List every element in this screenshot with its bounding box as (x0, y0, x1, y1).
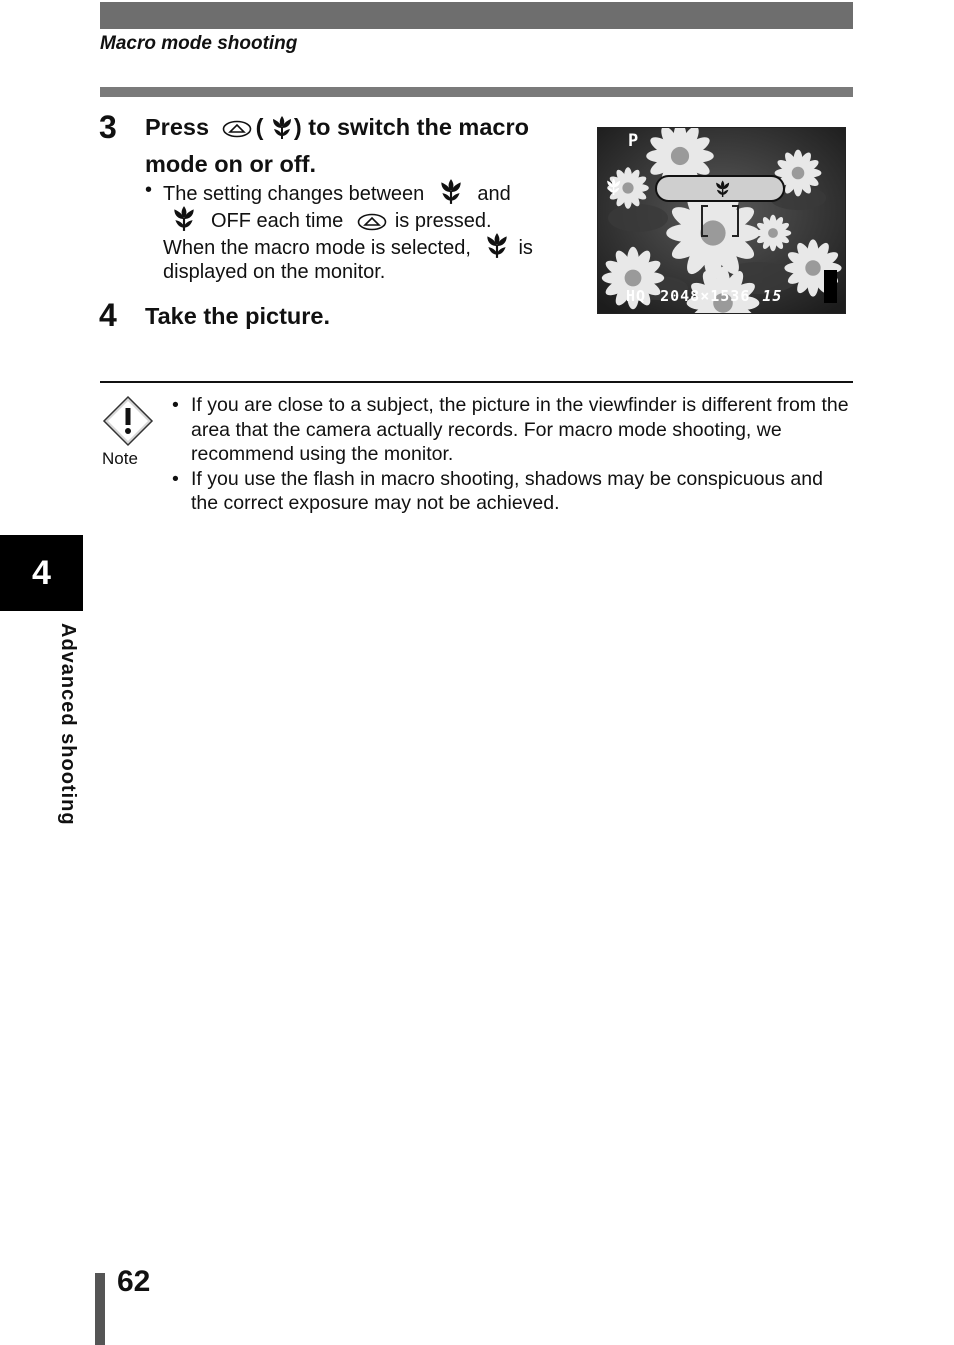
bullet-text-is: is (518, 237, 533, 259)
bullet-text-a: The setting changes between (163, 183, 425, 205)
daisy-photo (598, 128, 845, 313)
header-bar (100, 2, 853, 29)
note-divider (100, 381, 853, 383)
resolution-indicator: 2048×1536 (660, 287, 751, 305)
page-number-bar (95, 1273, 105, 1345)
frames-remaining: 15 (762, 287, 783, 305)
note-item: • If you are close to a subject, the picture in the viewfinder is different from the area that the camera actually records. For macro mode shooting, we recommend using the monitor. (172, 393, 854, 467)
section-title: Macro mode shooting (100, 33, 298, 54)
step-3-heading-rest: ) to switch the macro (293, 114, 529, 140)
note-list (172, 393, 854, 516)
up-arrow-button-icon (222, 120, 252, 138)
shooting-mode-indicator: P (628, 131, 639, 151)
note-icon-block (102, 395, 154, 469)
note-text (172, 393, 854, 516)
step-3-heading-line2: mode on or off. (145, 151, 317, 177)
step-3-number: 3 (99, 109, 117, 145)
step-3-heading: Press ( ) to switch the macro mode on or off. (145, 111, 585, 180)
quality-indicator: HQ (626, 287, 647, 305)
tulip-macro-icon (270, 114, 294, 148)
tulip-macro-icon (484, 231, 510, 267)
camera-monitor-image (597, 127, 846, 314)
bullet-text-selected: When the macro mode is selected, (163, 237, 471, 259)
note-label: Note (102, 449, 138, 468)
up-arrow-button-icon (357, 213, 387, 231)
step-3-press-label: Press (145, 114, 210, 140)
page-number: 62 (117, 1265, 151, 1298)
chapter-tab: 4 (0, 535, 83, 611)
bullet-text-pressed: is pressed. (394, 210, 492, 232)
note-item: • If you use the flash in macro shooting, shadows may be conspicuous and the correct exposure may not be achieved. (172, 467, 854, 516)
step-4-heading: Take the picture. (145, 303, 331, 329)
bullet-text-displayed: displayed on the monitor. (163, 261, 386, 283)
bullet-text-and: and (477, 183, 511, 205)
divider-bar (100, 87, 853, 97)
step-4-number: 4 (99, 297, 117, 333)
monitor-status-line (626, 287, 782, 305)
bullet-text-off: OFF each time (211, 210, 344, 232)
chapter-label: Advanced shooting (57, 623, 79, 826)
